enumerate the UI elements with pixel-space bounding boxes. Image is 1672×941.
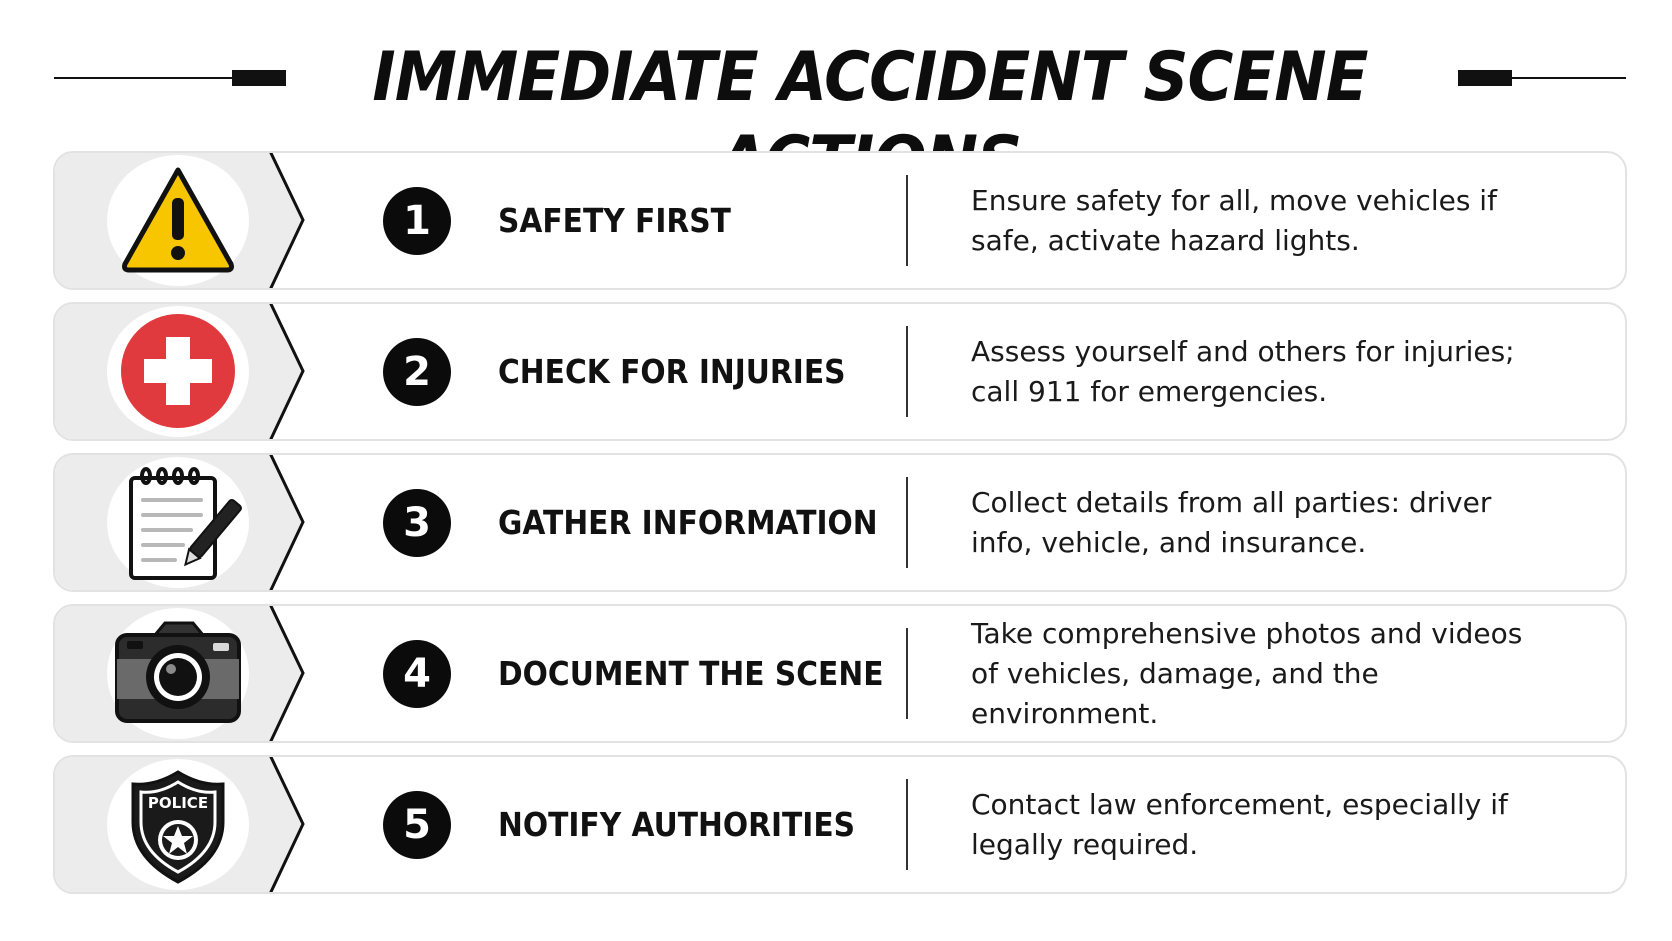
- step-title: CHECK FOR INJURIES: [498, 352, 846, 391]
- camera-icon: [111, 611, 245, 736]
- step-number-badge: 4: [383, 640, 451, 708]
- title-rule-left: [54, 77, 234, 79]
- step-icon-panel: [55, 304, 355, 439]
- step-divider: [906, 326, 908, 417]
- title-accent-right: [1458, 70, 1512, 86]
- step-number-badge: 3: [383, 489, 451, 557]
- step-number-badge: 2: [383, 338, 451, 406]
- step-card: [53, 302, 1627, 441]
- step-card: [53, 453, 1627, 592]
- step-title: NOTIFY AUTHORITIES: [498, 805, 856, 844]
- step-divider: [906, 175, 908, 266]
- step-card: [53, 151, 1627, 290]
- title-rule-right: [1512, 77, 1626, 79]
- header: [0, 28, 1672, 128]
- step-icon-panel: [55, 153, 355, 288]
- step-card: [53, 604, 1627, 743]
- step-divider: [906, 477, 908, 568]
- page-title: IMMEDIATE ACCIDENT SCENE: [372, 38, 1368, 117]
- step-number-badge: 5: [383, 791, 451, 859]
- step-divider: [906, 628, 908, 719]
- step-title: SAFETY FIRST: [498, 201, 731, 240]
- police-badge-icon: [111, 762, 245, 887]
- step-description: Assess yourself and others for injuries; call 911 for emergencies.: [971, 334, 1515, 408]
- step-icon-panel: [55, 757, 355, 892]
- step-icon-panel: [55, 455, 355, 590]
- step-description: Take comprehensive photos and videos of vehicles, damage, and the environment.: [971, 616, 1523, 730]
- step-divider: [906, 779, 908, 870]
- step-title: GATHER INFORMATION: [498, 503, 878, 542]
- medical-cross-icon: [111, 309, 245, 434]
- step-description: Contact law enforcement, especially if legally required.: [971, 787, 1508, 861]
- step-card: [53, 755, 1627, 894]
- police-badge-text: POLICE: [147, 794, 209, 812]
- notepad-pen-icon: [111, 460, 245, 585]
- title-accent-left: [232, 70, 286, 86]
- step-number-badge: 1: [383, 187, 451, 255]
- step-icon-panel: [55, 606, 355, 741]
- step-description: Collect details from all parties: driver info, vehicle, and insurance.: [971, 485, 1492, 559]
- step-title: DOCUMENT THE SCENE: [498, 654, 884, 693]
- step-description: Ensure safety for all, move vehicles if safe, activate hazard lights.: [971, 183, 1497, 257]
- warning-triangle-icon: [111, 158, 245, 283]
